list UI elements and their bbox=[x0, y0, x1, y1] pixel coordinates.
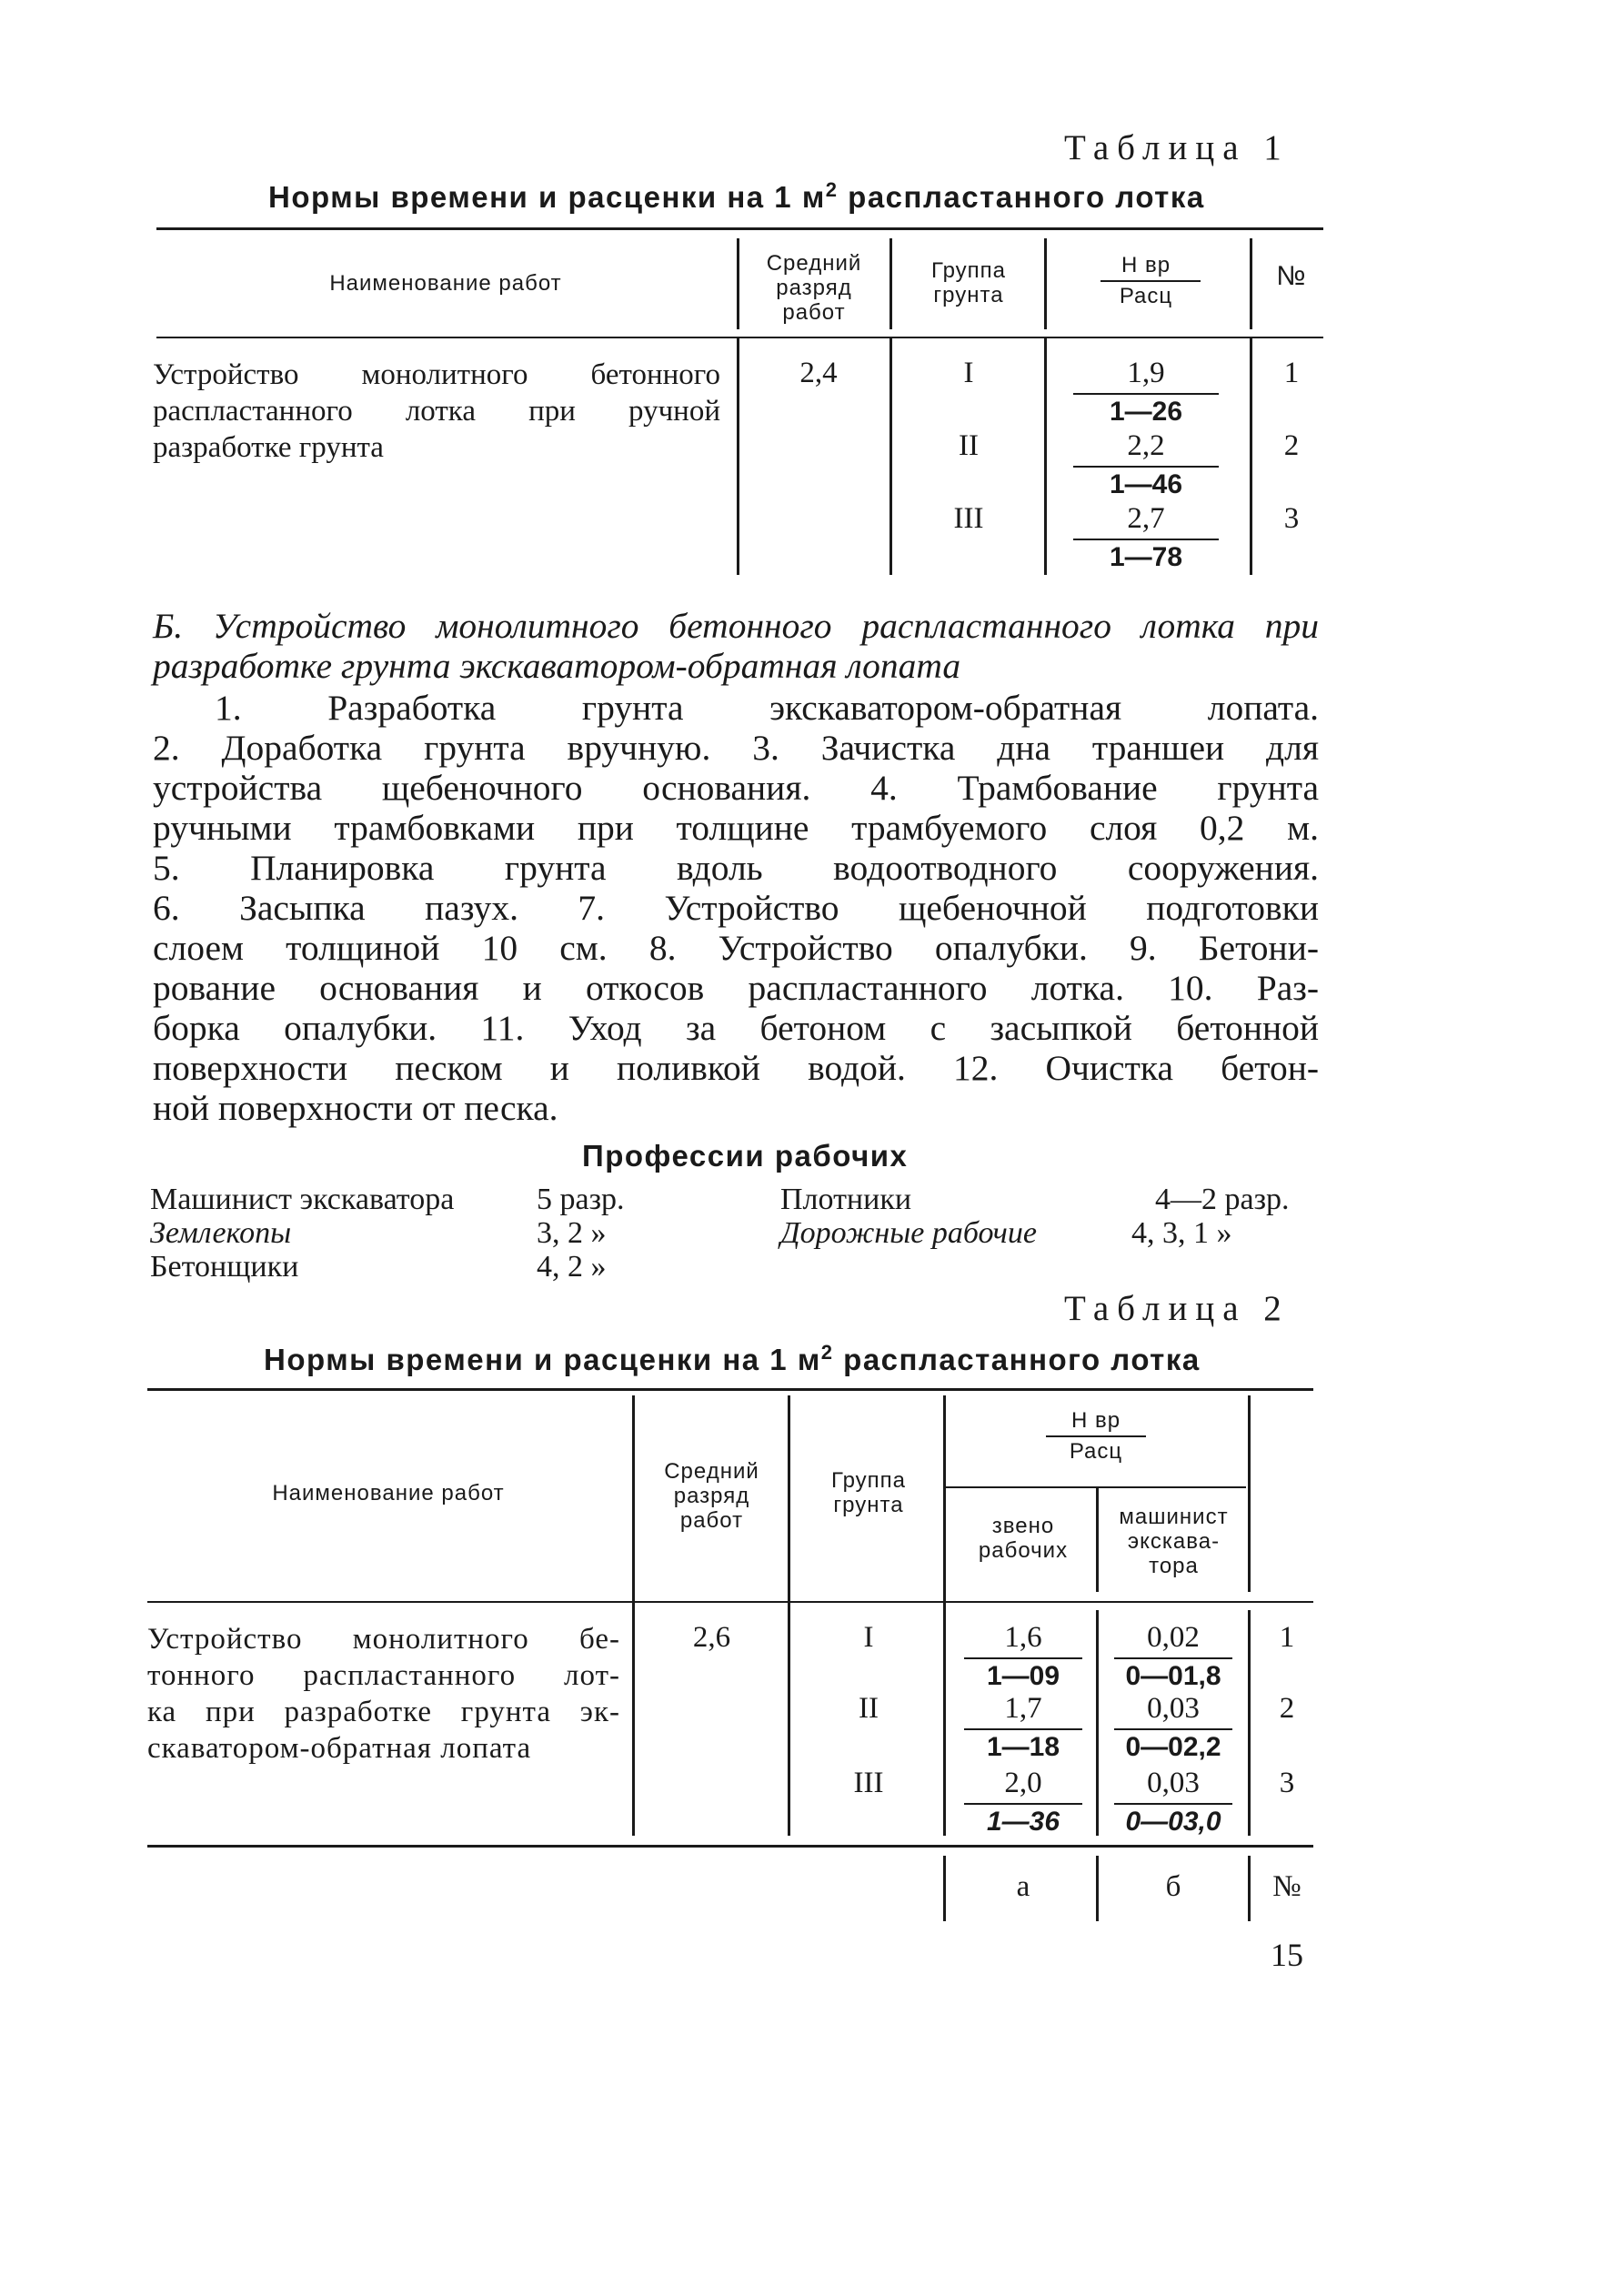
table2-operator-rate: 0—03,0 bbox=[1125, 1807, 1221, 1837]
table2-header-operator: машинист экскава-тора bbox=[1119, 1505, 1229, 1578]
table1-divider bbox=[1044, 338, 1047, 575]
table2-operator-norm: 0,03 bbox=[1147, 1692, 1200, 1725]
table2-top-rule bbox=[147, 1388, 1313, 1391]
table2-footer-no: № bbox=[1272, 1870, 1301, 1903]
table2-fraction-line bbox=[964, 1657, 1082, 1659]
table1-fraction-line bbox=[1073, 539, 1219, 540]
table2-row-no: 3 bbox=[1279, 1767, 1295, 1799]
table1-caption: Таблица 1 bbox=[1064, 128, 1290, 167]
table2-title: Нормы времени и расценки на 1 $м^2$ распластанного лотка bbox=[264, 1341, 1201, 1376]
table2-header-name: Наименование работ bbox=[272, 1481, 505, 1505]
body-line: устройства щебеночного основания. 4. Трамбование грунта bbox=[153, 768, 1319, 808]
body-line: борка опалубки. 11. Уход за бетоном с засыпкой бетонной bbox=[153, 1008, 1319, 1048]
body-line: рование основания и откосов распластанного лотка. 10. Раз- bbox=[153, 968, 1319, 1008]
body-line: 6. Засыпка пазух. 7. Устройство щебеночной подготовки bbox=[153, 888, 1319, 928]
table1-header-fraction-line bbox=[1100, 280, 1201, 282]
table2-caption: Таблица 2 bbox=[1064, 1289, 1290, 1328]
table2-fraction-line bbox=[964, 1728, 1082, 1730]
table2-footer-divider bbox=[1096, 1856, 1099, 1921]
table2-group: II bbox=[859, 1692, 879, 1725]
table2-bottom-rule bbox=[147, 1845, 1313, 1848]
table1-divider bbox=[737, 338, 739, 575]
table1-rank-value: 2,4 bbox=[799, 357, 838, 389]
table2-divider bbox=[1096, 1488, 1099, 1592]
table1-rate: 1—46 bbox=[1109, 469, 1183, 499]
table2-divider bbox=[1248, 1610, 1251, 1836]
table2-fraction-line bbox=[1114, 1657, 1232, 1659]
table2-row-no: 2 bbox=[1279, 1692, 1295, 1725]
table1-divider bbox=[889, 338, 892, 575]
table1-group: II bbox=[959, 429, 979, 462]
table1-title: Нормы времени и расценки на 1 $м^2$ распластанного лотка bbox=[268, 178, 1205, 214]
body-line: слоем толщиной 10 см. 8. Устройство опалубки. 9. Бетони- bbox=[153, 928, 1319, 968]
table1-fraction-line bbox=[1073, 466, 1219, 468]
table2-header-crew: звено рабочих bbox=[978, 1514, 1069, 1563]
work-name-line: ка при разработке грунта эк- bbox=[147, 1696, 620, 1728]
table2-operator-norm: 0,02 bbox=[1147, 1621, 1200, 1654]
table2-header-rate: Расц bbox=[1069, 1439, 1123, 1464]
table2-header-fraction-line bbox=[1046, 1435, 1146, 1437]
body-line: 5. Планировка грунта вдоль водоотводного сооружения. bbox=[153, 848, 1319, 888]
table2-header-rule bbox=[147, 1601, 1313, 1603]
table2-fraction-line bbox=[1114, 1728, 1232, 1730]
work-name-line: скаватором-обратная лопата bbox=[147, 1732, 532, 1765]
table2-rank-value: 2,6 bbox=[692, 1621, 731, 1654]
table2-crew-norm: 1,7 bbox=[1004, 1692, 1042, 1725]
table2-footer-divider bbox=[943, 1856, 946, 1921]
table2-work-name bbox=[147, 1621, 620, 1767]
body-line: ной поверхности от песка. bbox=[153, 1088, 558, 1128]
table2-footer-b: б bbox=[1165, 1870, 1181, 1903]
worker-name: Бетонщики bbox=[150, 1250, 299, 1284]
table1-row-no: 1 bbox=[1283, 357, 1300, 389]
worker-name: Плотники bbox=[780, 1183, 912, 1216]
table1-divider bbox=[1250, 338, 1252, 575]
section-body bbox=[153, 688, 1319, 1128]
table2-row-no: 1 bbox=[1279, 1621, 1295, 1654]
table2-operator-rate: 0—01,8 bbox=[1125, 1661, 1221, 1691]
body-line: ручными трамбовками при толщине трамбуемого слоя 0,2 м. bbox=[153, 808, 1319, 848]
table1-row-no: 2 bbox=[1283, 429, 1300, 462]
table1-divider bbox=[737, 238, 739, 329]
worker-rank: 3, 2 » bbox=[537, 1216, 607, 1250]
table1-header-name: Наименование работ bbox=[329, 271, 562, 296]
table2-divider bbox=[1096, 1610, 1099, 1836]
table1-top-rule bbox=[156, 227, 1323, 230]
table2-crew-rate: 1—36 bbox=[986, 1807, 1060, 1837]
table2-crew-rate: 1—09 bbox=[986, 1661, 1060, 1691]
table1-norm: 1,9 bbox=[1127, 357, 1165, 389]
table2-fraction-line bbox=[964, 1803, 1082, 1805]
table2-crew-norm: 1,6 bbox=[1004, 1621, 1042, 1654]
table1-group: III bbox=[953, 502, 984, 535]
table1-divider bbox=[889, 238, 892, 329]
table1-row-no: 3 bbox=[1283, 502, 1300, 535]
table1-norm: 2,2 bbox=[1127, 429, 1165, 462]
table1-group: I bbox=[963, 357, 974, 389]
table1-work-name: Устройство монолитного бетонного распластанного лотка при ручной разработке грунта bbox=[153, 358, 720, 464]
table1-rate: 1—78 bbox=[1109, 542, 1183, 572]
worker-rank: 4, 2 » bbox=[537, 1250, 607, 1284]
table2-divider bbox=[788, 1395, 790, 1836]
work-name-line: Устройство монолитного бе- bbox=[147, 1623, 620, 1656]
table1-divider bbox=[1250, 238, 1252, 329]
worker-name: Машинист экскаватора bbox=[150, 1183, 455, 1216]
worker-rank: 5 разр. bbox=[537, 1183, 625, 1216]
table2-divider bbox=[632, 1395, 635, 1836]
table2-operator-rate: 0—02,2 bbox=[1125, 1732, 1221, 1762]
table1-header-rank: Средний разряд работ bbox=[766, 251, 862, 325]
table2-crew-norm: 2,0 bbox=[1004, 1767, 1042, 1799]
table2-header-rank: Средний разряд работ bbox=[664, 1459, 759, 1533]
table1-header-rule bbox=[156, 337, 1323, 338]
table2-group: III bbox=[853, 1767, 884, 1799]
table2-divider bbox=[1248, 1395, 1251, 1592]
worker-name: Дорожные рабочие bbox=[780, 1216, 1037, 1250]
body-line: 1. Разработка грунта экскаватором-обратная лопата. bbox=[215, 688, 1319, 728]
table2-footer-divider bbox=[1248, 1856, 1251, 1921]
table1-header-group: Группа грунта bbox=[930, 258, 1007, 307]
table2-group: I bbox=[863, 1621, 874, 1654]
table1-norm: 2,7 bbox=[1127, 502, 1165, 535]
table1-fraction-line bbox=[1073, 393, 1219, 395]
body-line: 2. Доработка грунта вручную. 3. Зачистка дна траншеи для bbox=[153, 728, 1319, 768]
table1-header-no: № bbox=[1276, 261, 1307, 291]
worker-name: Землекопы bbox=[150, 1216, 292, 1250]
body-line: поверхности песком и поливкой водой. 12. Очистка бетон- bbox=[153, 1048, 1319, 1088]
table2-crew-rate: 1—18 bbox=[986, 1732, 1060, 1762]
page-number: 15 bbox=[1271, 1937, 1303, 1973]
worker-rank: 4—2 разр. bbox=[1155, 1183, 1290, 1216]
table1-header-norm: Н вр bbox=[1121, 253, 1171, 277]
worker-rank: 4, 3, 1 » bbox=[1131, 1216, 1232, 1250]
table1-divider bbox=[1044, 238, 1047, 329]
table1-rate: 1—26 bbox=[1109, 397, 1183, 427]
table2-footer-a: а bbox=[1016, 1870, 1030, 1903]
table2-header-norm: Н вр bbox=[1070, 1408, 1121, 1433]
work-name-line: тонного распластанного лот- bbox=[147, 1659, 620, 1692]
table1-header-rate: Расц bbox=[1119, 284, 1173, 308]
table2-header-group: Группа грунта bbox=[830, 1468, 907, 1517]
professions-title: Профессии рабочих bbox=[582, 1139, 909, 1173]
table2-operator-norm: 0,03 bbox=[1147, 1767, 1200, 1799]
table2-fraction-line bbox=[1114, 1803, 1232, 1805]
section-heading: Б. Устройство монолитного бетонного распластанного лотка при разработке грунта экскаватором-обратная лопата bbox=[153, 606, 1319, 686]
